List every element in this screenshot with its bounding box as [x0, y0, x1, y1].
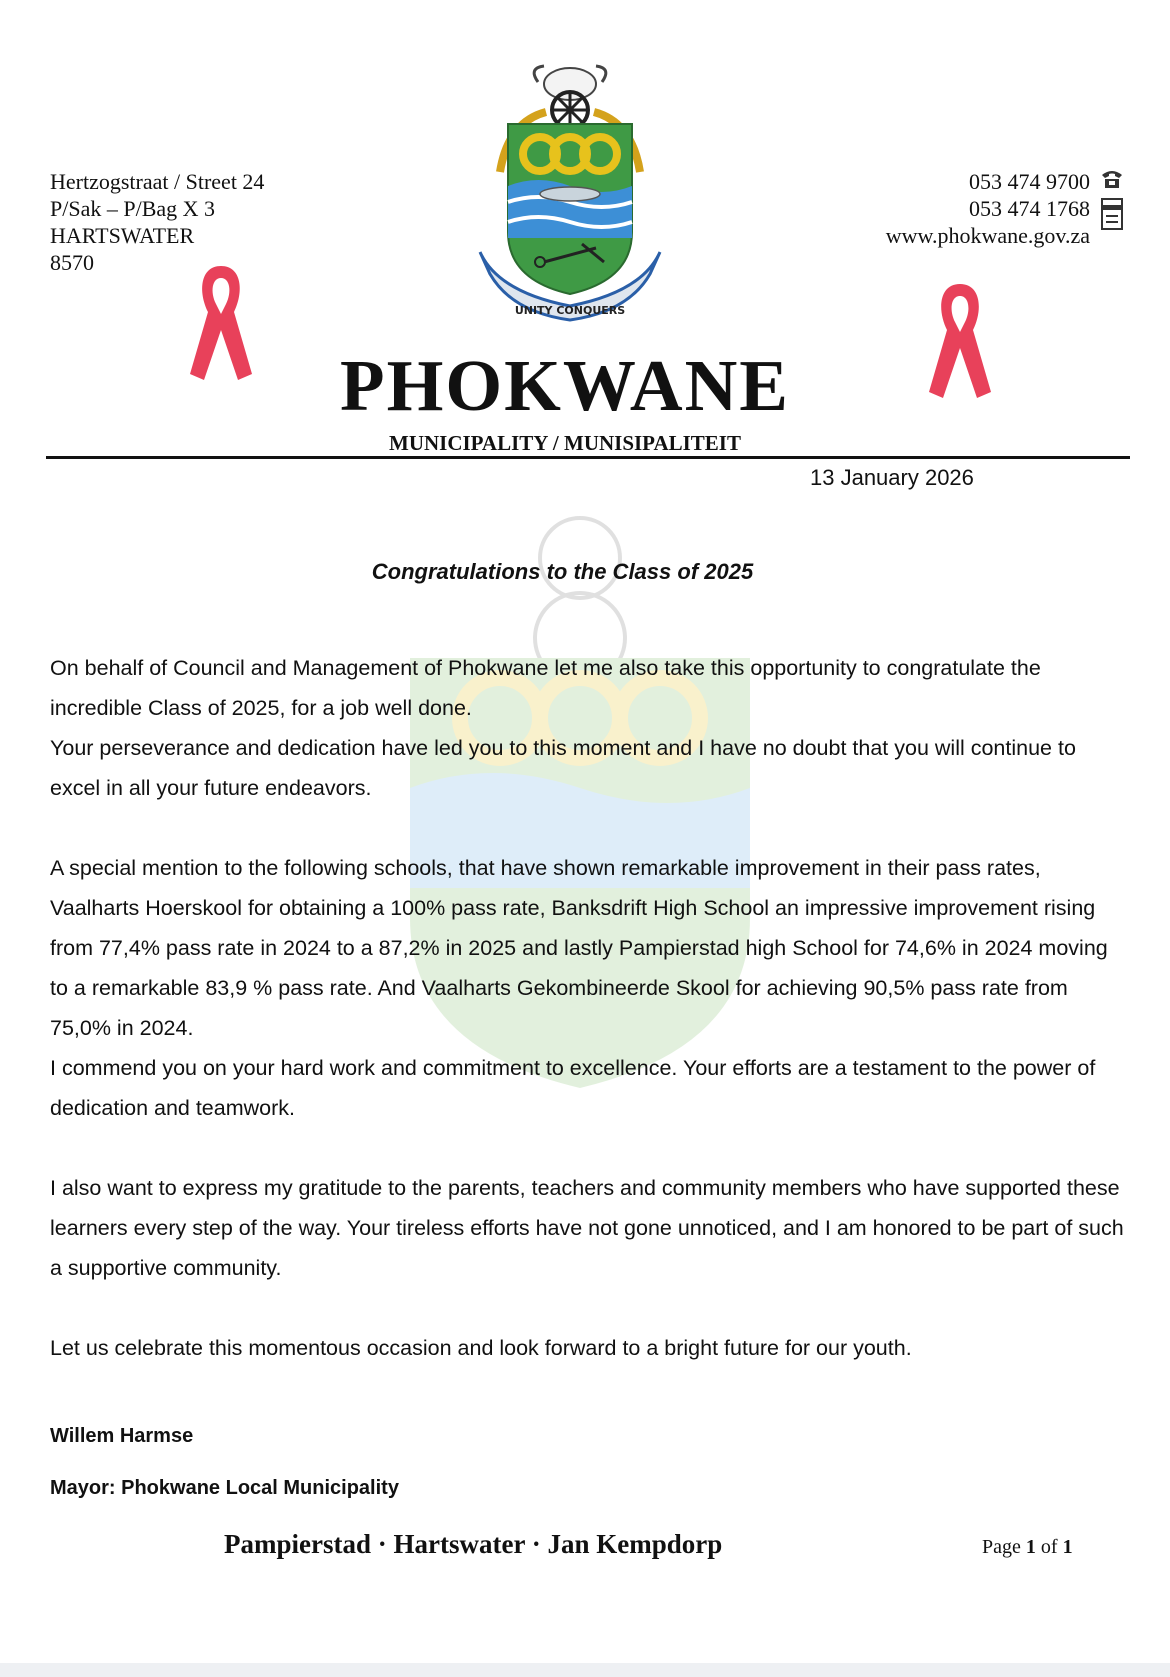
signatory-title: Mayor: Phokwane Local Municipality [50, 1477, 399, 1499]
contact-details [886, 168, 1090, 249]
fax-icon [1100, 197, 1126, 231]
paragraph: I commend you on your hard work and commitment to excellence. Your efforts are a testament to the power of dedication and teamwork. [50, 1056, 1096, 1120]
paragraph: On behalf of Council and Management of Phokwane let me also take this opportunity to congratulate the incredible Class of 2025, for a job well done. [50, 656, 1041, 720]
address-line: Hertzogstraat / Street 24 [50, 169, 265, 194]
signatory-name: Willem Harmse [50, 1425, 194, 1447]
header-divider [46, 456, 1130, 459]
letter-date: 13 January 2026 [810, 465, 974, 490]
paragraph: Your perseverance and dedication have led you to this moment and I have no doubt that you will continue to excel in all your future endeavors. [50, 736, 1076, 800]
page-total: 1 [1062, 1536, 1073, 1558]
municipal-crest [478, 62, 662, 324]
page-number [982, 1532, 1073, 1562]
phone-number: 053 474 9700 [969, 169, 1090, 194]
municipality-name: PHOKWANE [340, 345, 790, 426]
footer-towns: Pampierstad · Hartswater · Jan Kempdorp [224, 1529, 723, 1559]
page-prefix: Page [982, 1536, 1026, 1558]
crest-motto: UNITY CONQUERS [514, 304, 626, 317]
contact-icons [1100, 168, 1128, 231]
telephone-icon [1100, 168, 1124, 190]
page-current: 1 [1025, 1536, 1036, 1558]
paragraph: A special mention to the following schools, that have shown remarkable improvement in their pass rates, Vaalharts Hoerskool for obtaining a 100% pass rate, Banksdrift High School an impressive improvement rising from 77,4% pass rate in 2024 to a 87,2% in 2025 and lastly Pampierstad high School for 74,6% in 2024 moving to a remarkable 83,9 % pass rate. And Vaalharts Gekombineerde Skool for achieving 90,5% pass rate from 75,0% in 2024. [50, 856, 1108, 1040]
website-link[interactable]: www.phokwane.gov.za [885, 223, 1090, 248]
paragraph: I also want to express my gratitude to the parents, teachers and community members who have supported these learners every step of the way. Your tireless efforts have not gone unnoticed, and I am honored to be part of such a supportive community. [50, 1176, 1124, 1280]
address-line: HARTSWATER [50, 223, 195, 248]
municipality-subtitle: MUNICIPALITY / MUNISIPALITEIT [389, 431, 741, 455]
address-line: 8570 [50, 250, 94, 275]
paragraph: Let us celebrate this momentous occasion and look forward to a bright future for our youth. [50, 1336, 912, 1360]
bottom-strip [0, 1663, 1170, 1677]
page-mid: of [1035, 1536, 1063, 1558]
letter-subject: Congratulations to the Class of 2025 [371, 559, 754, 584]
fax-number: 053 474 1768 [969, 196, 1090, 221]
letter-body [50, 648, 1130, 1368]
address-line: P/Sak – P/Bag X 3 [50, 196, 216, 221]
